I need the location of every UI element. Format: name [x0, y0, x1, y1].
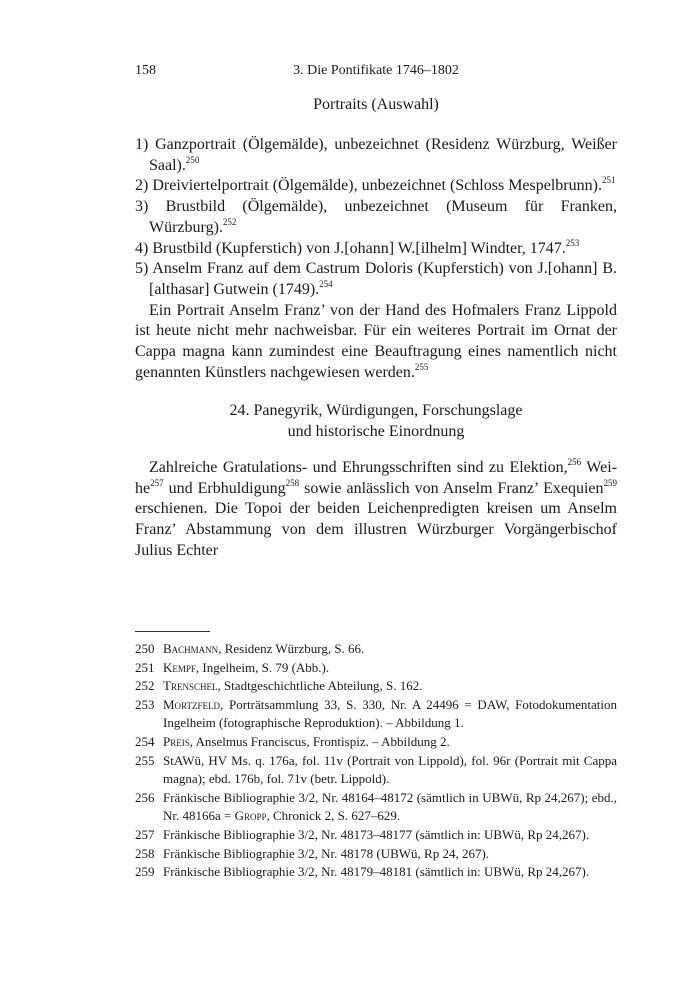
footnote: 250 Bachmann, Residenz Würzburg, S. 66.: [135, 640, 617, 659]
chapter-title-line-1: 24. Panegyrik, Würdigungen, Forschungslage: [229, 402, 523, 419]
footnote: 251 Kempf, Ingelheim, S. 79 (Abb.).: [135, 659, 617, 678]
list-item: 4) Brustbild (Kupferstich) von J.[ohann] W.[ilhelm] Windter, 1747.$^{253}$: [135, 237, 580, 257]
footnote: 252 Trenschel, Stadtgeschichtliche Abteilung, S. 162.: [135, 677, 617, 696]
footnote-ref[interactable]: 252: [222, 216, 237, 227]
footnote-divider: [135, 631, 210, 632]
list-item: 2) Dreiviertelportrait (Ölgemälde), unbezeichnet (Schloss Mespelbrunn).$^{251}$: [135, 175, 616, 195]
portrait-list: [135, 135, 617, 383]
footnote-number: 254: [135, 733, 155, 749]
footnote: 255 StAWü, HV Ms. q. 176a, fol. 11v (Portrait von Lippold), fol. 96r (Portrait mit Cappa magna); ebd. 176b, fol. 71v (betr. Lippold).: [135, 752, 617, 787]
footnote-ref[interactable]: 253: [565, 237, 580, 248]
footnote-ref[interactable]: 251: [601, 175, 616, 186]
page-header: [135, 63, 617, 83]
footnote-number: 251: [135, 659, 155, 675]
footnote-number: 258: [135, 845, 155, 861]
footnote-number: 250: [135, 641, 155, 656]
footnote-ref[interactable]: 254: [319, 278, 333, 289]
footnote-ref[interactable]: 256: [567, 457, 582, 467]
running-title: 3. Die Pontifikate 1746–1802: [293, 63, 459, 78]
chapter-title: [135, 400, 617, 442]
chapter-paragraph: Zahlreiche Gratulations- und Ehrungsschriften sind zu Elektion,$^{256}$ Weihe$^{257}$ und Erbhuldigung$^{258}$ sowie anlässlich von Anselm Franz’ Exequien$^{259}$ erschienen. Die Topoi der beiden Leichenpredigten kreisen um Anselm Franz’ Abstammung von dem illustren Würzburger Vorgängerbischof Julius Echter: [135, 457, 618, 559]
footnote-number: 256: [135, 789, 155, 805]
footnote: 258 Fränkische Bibliographie 3/2, Nr. 48178 (UBWü, Rp 24, 267).: [135, 845, 617, 864]
footnote-number: 255: [135, 752, 155, 768]
portrait-paragraph: Ein Portrait Anselm Franz’ von der Hand des Hofmalers Franz Lippold ist heute nicht mehr nachweisbar. Für ein weiteres Portrait im Ornat der Cappa magna kann zumindest eine Beauftragung eines namentlich nicht genannten Künstlers nachgewiesen werden.$^{255}$: [135, 301, 617, 381]
chapter-body: [135, 458, 617, 562]
footnote-number: 252: [135, 678, 155, 694]
footnote-ref[interactable]: 257: [150, 477, 164, 488]
chapter-title-line-2: und historische Einordnung: [287, 423, 465, 440]
page-number: 158: [135, 63, 156, 78]
footnote-number: 253: [135, 696, 155, 712]
footnote: 257 Fränkische Bibliographie 3/2, Nr. 48173–48177 (sämtlich in: UBWü, Rp 24,267).: [135, 826, 617, 845]
section-title: Portraits (Auswahl): [313, 96, 439, 113]
footnote-ref[interactable]: 255: [414, 361, 429, 372]
list-item: 1) Ganzportrait (Ölgemälde), unbezeichnet (Residenz Würzburg, Weißer Saal).$^{250}$: [135, 136, 617, 174]
footnote-ref[interactable]: 259: [603, 477, 617, 488]
footnote: 254 Preis, Anselmus Franciscus, Frontispiz. – Abbildung 2.: [135, 733, 617, 752]
list-item: 5) Anselm Franz auf dem Castrum Doloris (Kupferstich) von J.[ohann] B.[althasar] Gutwein (1749).$^{254}$: [135, 260, 617, 298]
footnote-number: 257: [135, 826, 155, 842]
footnotes: [135, 640, 617, 882]
footnote: 259 Fränkische Bibliographie 3/2, Nr. 48179–48181 (sämtlich in: UBWü, Rp 24,267).: [135, 863, 617, 882]
footnote-ref[interactable]: 250: [185, 154, 200, 165]
footnote-number: 259: [135, 864, 155, 880]
footnote: 256 Fränkische Bibliographie 3/2, Nr. 48164–48172 (sämtlich in UBWü, Rp 24,267); ebd., Nr. 48166a = Gropp, Chronick 2, S. 627–629.: [135, 789, 617, 824]
list-item: 3) Brustbild (Ölgemälde), unbezeichnet (Museum für Franken, Würzburg).$^{252}$: [135, 198, 617, 236]
footnote: 253 Mortzfeld, Porträtsammlung 33, S. 330, Nr. A 24496 = DAW, Fotodokumentation Ingelheim (fotographische Reproduktion). – Abbildung 1.: [135, 696, 617, 731]
footnote-ref[interactable]: 258: [285, 477, 300, 488]
